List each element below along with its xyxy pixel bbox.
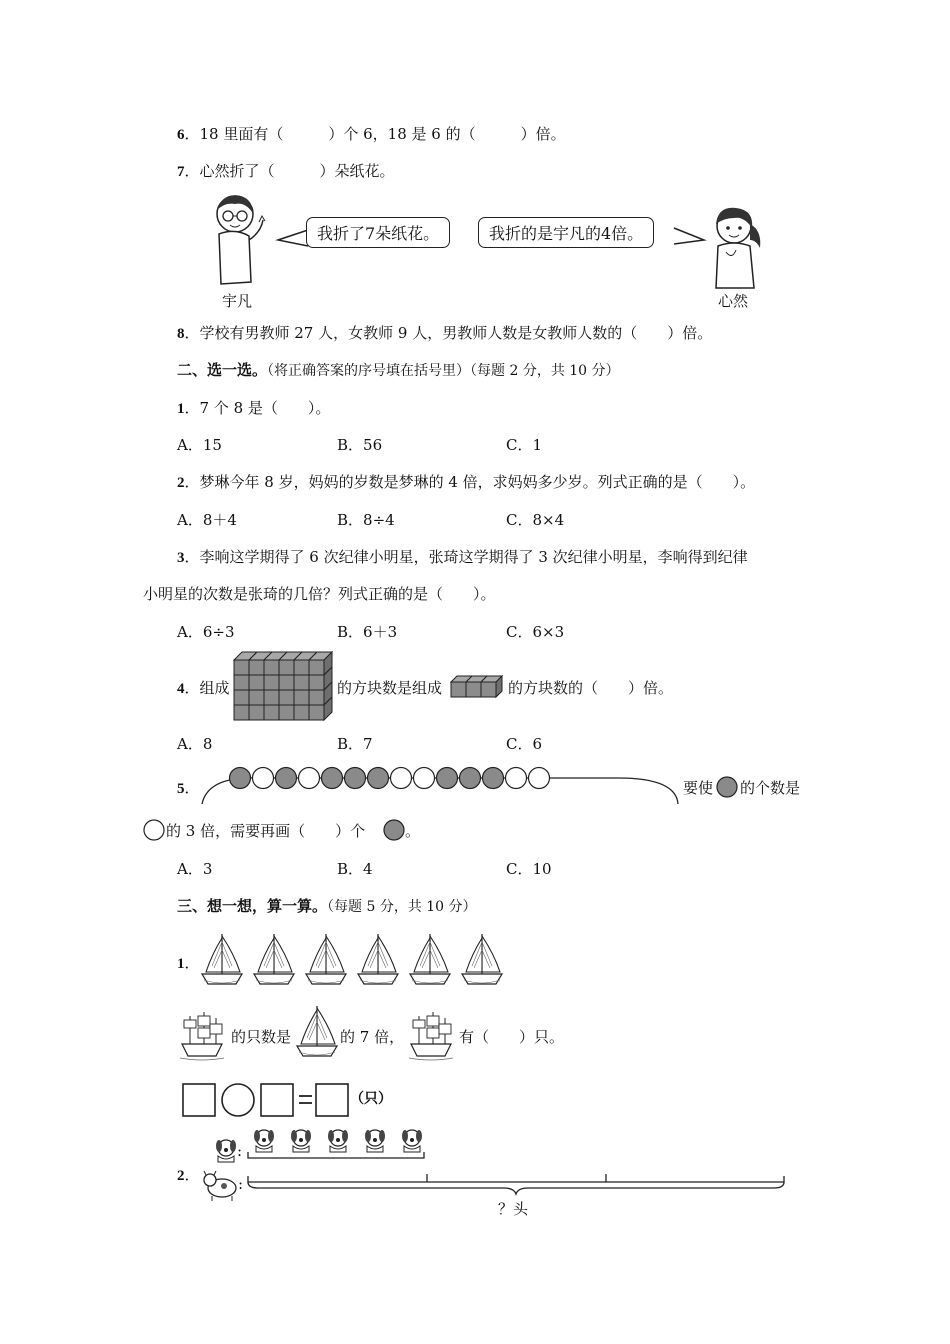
question-text: 的 7 倍， [340, 1028, 405, 1046]
s2-question-2 [177, 471, 755, 494]
boy-speech-bubble: 我折了7朵纸花。 [306, 217, 450, 248]
s2-question-4-start [177, 677, 230, 700]
question-7 [177, 160, 395, 183]
cube-face [264, 705, 279, 720]
gray-bead [322, 768, 343, 789]
gray-bead [460, 768, 481, 789]
gray-bead [437, 768, 458, 789]
gray-bead [483, 768, 504, 789]
question-text: ．学校有男教师 27 人，女教师 9 人，男教师人数是女教师人数的（ ）倍。 [184, 324, 713, 342]
small-cube-block-icon [451, 676, 509, 700]
white-bead [506, 768, 527, 789]
question-number: 2 [177, 1168, 185, 1184]
sailboat-icon [408, 932, 452, 988]
option-a[interactable]: A．8 [177, 735, 213, 753]
girl-name: 心然 [718, 292, 749, 310]
sailboat-icon [200, 932, 244, 988]
cube-face [294, 705, 309, 720]
colon: : [237, 1142, 243, 1160]
question-number: 6 [177, 127, 185, 143]
cube-face [279, 660, 294, 675]
cube-face [294, 675, 309, 690]
option-c[interactable]: C．1 [506, 436, 543, 454]
question-text: 的只数是 [231, 1028, 292, 1046]
option-a[interactable]: A．8＋4 [177, 511, 237, 529]
question-text: 。 [405, 822, 421, 840]
question-text: ．7 个 8 是（ ）。 [184, 399, 331, 417]
question-number: 3 [177, 550, 185, 566]
s2-question-3 [177, 546, 748, 569]
gray-bead [345, 768, 366, 789]
cube-face [481, 682, 496, 697]
section-2-heading [177, 359, 620, 382]
question-text: 有（ ）只。 [459, 1028, 565, 1046]
option-c[interactable]: C．6 [506, 735, 543, 753]
cube-face [249, 675, 264, 690]
cow-icon [202, 1168, 242, 1202]
question-number: 1 [177, 401, 185, 417]
answer-box[interactable] [261, 1084, 293, 1116]
option-b[interactable]: B．7 [337, 735, 373, 753]
option-a[interactable]: A．15 [177, 436, 222, 454]
s2-question-1 [177, 397, 330, 420]
white-bead [299, 768, 320, 789]
cube-face [264, 690, 279, 705]
colon: : [238, 1175, 244, 1193]
cube-face [234, 705, 249, 720]
question-number: 4 [177, 681, 185, 697]
section-title: 二、选一选。 [177, 361, 268, 379]
question-8 [177, 322, 712, 345]
cube-face [249, 690, 264, 705]
white-circle-icon [143, 819, 165, 841]
question-text-continued: 小明星的次数是张琦的几倍？列式正确的是（ ）。 [143, 585, 496, 603]
section-note: （将正确答案的序号填在括号里）（每题 2 分，共 10 分） [267, 363, 620, 379]
gray-bead [276, 768, 297, 789]
speech-tail [276, 228, 310, 248]
cube-face [249, 660, 264, 675]
question-text: ．18 里面有（ ）个 6，18 是 6 的（ ）倍。 [184, 125, 566, 143]
option-b[interactable]: B．8÷4 [337, 511, 395, 529]
cube-face [234, 675, 249, 690]
gray-circle-icon [716, 776, 738, 798]
question-number: 5 [177, 781, 185, 797]
boy-name: 宇凡 [222, 292, 253, 310]
cube-face [294, 690, 309, 705]
cube-face [309, 690, 324, 705]
unit-label: （只） [350, 1091, 392, 1107]
total-bracket [246, 1170, 791, 1196]
sailboat-icon [295, 1004, 339, 1060]
s2-question-5: 5． [177, 779, 200, 797]
cube-face [234, 690, 249, 705]
gray-bead [368, 768, 389, 789]
cube-face [249, 705, 264, 720]
section-title: 三、想一想，算一算。 [177, 897, 328, 915]
option-b[interactable]: B．4 [337, 860, 373, 878]
cube-face [451, 682, 466, 697]
question-number: 8 [177, 326, 185, 342]
option-c[interactable]: C．10 [506, 860, 552, 878]
cube-face [264, 675, 279, 690]
s3-question-2-number: 2． [177, 1166, 200, 1184]
sailboat-icon [356, 932, 400, 988]
question-number: 2 [177, 475, 185, 491]
section-3-heading [177, 895, 477, 918]
question-text: ．李响这学期得了 6 次纪律小明星，张琦这学期得了 3 次纪律小明星，李响得到纪律 [184, 548, 748, 566]
option-b[interactable]: B．56 [337, 436, 383, 454]
girl-speech-bubble: 我折的是宇凡的4倍。 [478, 217, 654, 248]
white-bead [529, 768, 550, 789]
option-c[interactable]: C．8×4 [506, 511, 565, 529]
question-text: 的个数是 [740, 779, 801, 797]
cube-face [466, 682, 481, 697]
cube-face [309, 660, 324, 675]
option-a[interactable]: A．3 [177, 860, 213, 878]
sailboat-icon [460, 932, 504, 988]
cube-face [264, 660, 279, 675]
question-text: 的方块数是组成 [337, 679, 443, 697]
cube-face [234, 660, 249, 675]
gray-circle-icon [383, 819, 405, 841]
cube-face [309, 705, 324, 720]
question-text: ．梦琳今年 8 岁，妈妈的岁数是梦琳的 4 倍，求妈妈多少岁。列式正确的是（ ）。 [184, 473, 756, 491]
white-bead [391, 768, 412, 789]
question-text: ．组成 [184, 679, 230, 697]
option-b[interactable]: B．6＋3 [337, 623, 398, 641]
gray-bead [230, 768, 251, 789]
question-number: 1 [177, 956, 185, 972]
sailboat-row [200, 930, 510, 992]
white-bead [414, 768, 435, 789]
question-text: 的方块数的（ ）倍。 [508, 679, 674, 697]
answer-box[interactable] [316, 1084, 348, 1116]
operator-circle[interactable] [222, 1084, 254, 1116]
boy-illustration [205, 192, 275, 292]
cube-face [279, 705, 294, 720]
cube-face [309, 675, 324, 690]
option-a[interactable]: A．6÷3 [177, 623, 235, 641]
sailboat-icon [252, 932, 296, 988]
white-bead [253, 768, 274, 789]
bead-string-diagram [198, 764, 680, 808]
question-text: ．心然折了（ ）朵纸花。 [184, 162, 395, 180]
option-c[interactable]: C．6×3 [506, 623, 565, 641]
question-6 [177, 123, 566, 146]
cube-face [279, 690, 294, 705]
total-label: ？头 [498, 1200, 529, 1218]
large-cube-block-icon [234, 652, 338, 722]
ship-icon [176, 1010, 228, 1062]
question-text: 要使 [683, 779, 714, 797]
answer-box[interactable] [183, 1084, 215, 1116]
question-number: 7 [177, 164, 185, 180]
question-text: 的 3 倍，需要再画（ ）个 [166, 822, 366, 840]
segment-bracket [246, 1150, 446, 1160]
cube-face [279, 675, 294, 690]
sailboat-icon [304, 932, 348, 988]
girl-illustration [700, 200, 770, 292]
ship-icon [405, 1010, 457, 1062]
section-note: （每题 5 分，共 10 分） [327, 899, 477, 915]
cube-face [294, 660, 309, 675]
s3-question-1-number: 1． [177, 954, 200, 972]
